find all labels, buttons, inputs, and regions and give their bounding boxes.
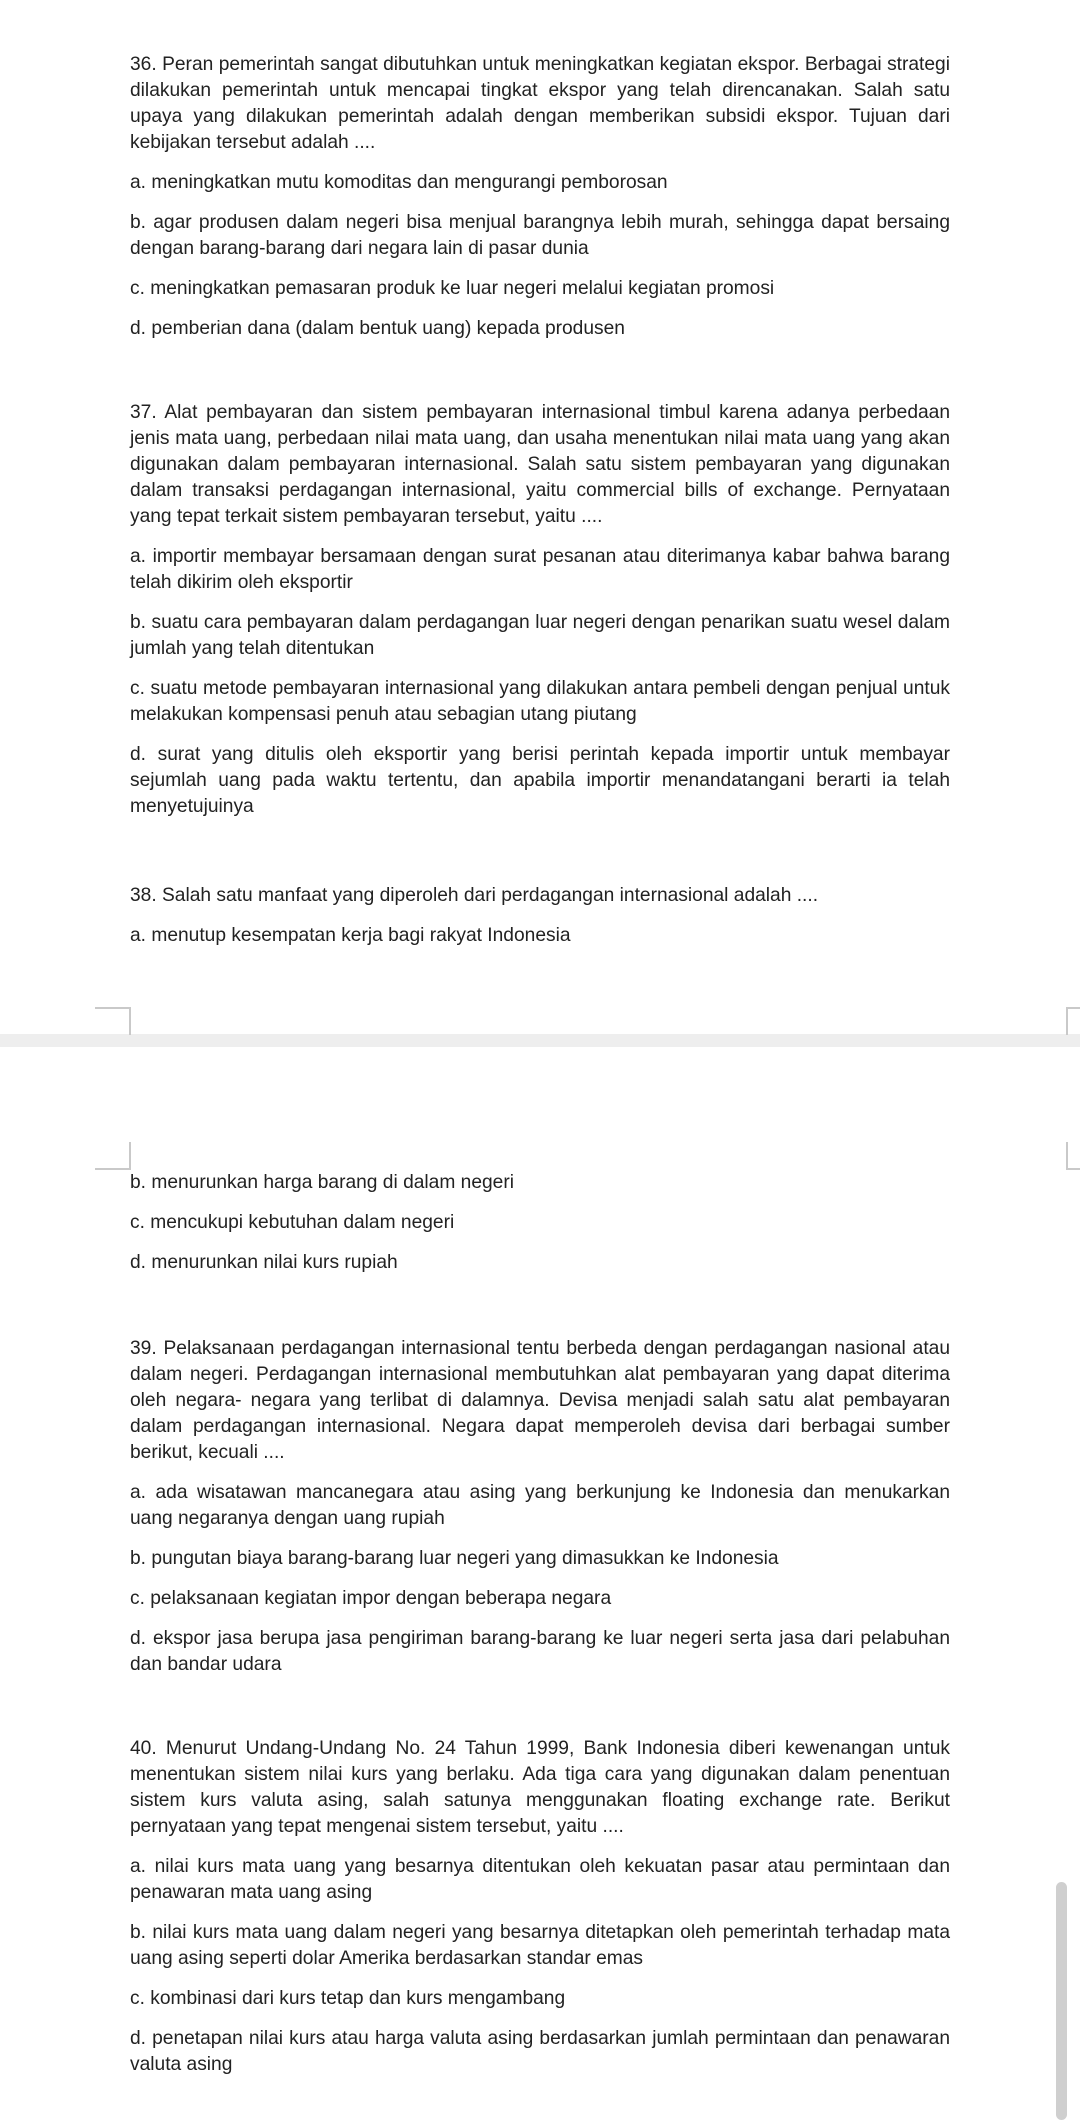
question-37 [130,400,950,820]
option-d: d. menurunkan nilai kurs rupiah [130,1252,398,1273]
question-38 [130,883,950,949]
option-c: c. suatu metode pembayaran internasional yang dilakukan antara pembeli dengan penjual untuk melakukan kompensasi penuh atau sebagian utang piutang [130,678,950,725]
option-a: a. ada wisatawan mancanegara atau asing yang berkunjung ke Indonesia dan menukarkan uang negaranya dengan uang rupiah [130,1482,950,1529]
option-a: a. menutup kesempatan kerja bagi rakyat Indonesia [130,925,571,946]
option-d: d. surat yang ditulis oleh eksportir yang berisi perintah kepada importir untuk membayar sejumlah uang pada waktu tertentu, dan apabila importir menandatangani berarti ia telah menyetujuinya [130,744,950,817]
option-d: d. penetapan nilai kurs atau harga valuta asing berdasarkan jumlah permintaan dan penawaran valuta asing [130,2028,950,2075]
question-40 [130,1736,950,2078]
option-c: c. meningkatkan pemasaran produk ke luar negeri melalui kegiatan promosi [130,278,775,299]
option-a: a. importir membayar bersamaan dengan surat pesanan atau diterimanya kabar bahwa barang telah dikirim oleh eksportir [130,546,950,593]
page-corner-mark [1066,1142,1080,1170]
page-corner-mark [95,1142,131,1170]
option-c: c. kombinasi dari kurs tetap dan kurs mengambang [130,1988,566,2009]
option-c: c. mencukupi kebutuhan dalam negeri [130,1212,455,1233]
page-separator [0,1034,1080,1047]
question-36 [130,52,950,342]
option-b: b. agar produsen dalam negeri bisa menjual barangnya lebih murah, sehingga dapat bersaing dengan barang-barang dari negara lain di pasar dunia [130,212,950,259]
question-39 [130,1336,950,1678]
option-d: d. pemberian dana (dalam bentuk uang) kepada produsen [130,318,625,339]
option-a: a. nilai kurs mata uang yang besarnya ditentukan oleh kekuatan pasar atau permintaan dan penawaran mata uang asing [130,1856,950,1903]
scrollbar-thumb[interactable] [1056,1882,1067,2120]
option-b: b. pungutan biaya barang-barang luar negeri yang dimasukkan ke Indonesia [130,1548,779,1569]
page-corner-mark [1066,1007,1080,1035]
question-stem: 36. Peran pemerintah sangat dibutuhkan untuk meningkatkan kegiatan ekspor. Berbagai strategi dilakukan pemerintah untuk mencapai tingkat ekspor yang telah direncanakan. Salah satu upaya yang dilakukan pemerintah adalah dengan memberikan subsidi ekspor. Tujuan dari kebijakan tersebut adalah .... [130,54,950,153]
option-b: b. nilai kurs mata uang dalam negeri yang besarnya ditetapkan oleh pemerintah terhadap mata uang asing seperti dolar Amerika berdasarkan standar emas [130,1922,950,1969]
option-a: a. meningkatkan mutu komoditas dan mengurangi pemborosan [130,172,668,193]
option-d: d. ekspor jasa berupa jasa pengiriman barang-barang ke luar negeri serta jasa dari pelabuhan dan bandar udara [130,1628,950,1675]
question-stem: 38. Salah satu manfaat yang diperoleh dari perdagangan internasional adalah .... [130,885,819,906]
question-stem: 39. Pelaksanaan perdagangan internasional tentu berbeda dengan perdagangan nasional atau dalam negeri. Perdagangan internasional membutuhkan alat pembayaran yang dapat diterima oleh negara- negara yang terlibat di dalamnya. Devisa menjadi salah satu alat pembayaran dalam perdagangan internasional. Negara dapat memperoleh devisa dari berbagai sumber berikut, kecuali .... [130,1338,950,1463]
page-corner-mark [95,1007,131,1035]
option-b: b. suatu cara pembayaran dalam perdagangan luar negeri dengan penarikan suatu wesel dalam jumlah yang telah ditentukan [130,612,950,659]
question-stem: 37. Alat pembayaran dan sistem pembayaran internasional timbul karena adanya perbedaan jenis mata uang, perbedaan nilai mata uang, dan usaha menentukan nilai mata uang yang akan digunakan dalam pembayaran internasional. Salah satu sistem pembayaran yang digunakan dalam transaksi perdagangan internasional, yaitu commercial bills of exchange. Pernyataan yang tepat terkait sistem pembayaran tersebut, yaitu .... [130,402,950,527]
question-38-continued [130,1170,950,1276]
question-stem: 40. Menurut Undang-Undang No. 24 Tahun 1999, Bank Indonesia diberi kewenangan untuk menentukan sistem nilai kurs yang berlaku. Ada tiga cara yang digunakan dalam penentuan sistem kurs valuta asing, salah satunya menggunakan floating exchange rate. Berikut pernyataan yang tepat mengenai sistem tersebut, yaitu .... [130,1738,950,1837]
option-c: c. pelaksanaan kegiatan impor dengan beberapa negara [130,1588,612,1609]
option-b: b. menurunkan harga barang di dalam negeri [130,1172,515,1193]
